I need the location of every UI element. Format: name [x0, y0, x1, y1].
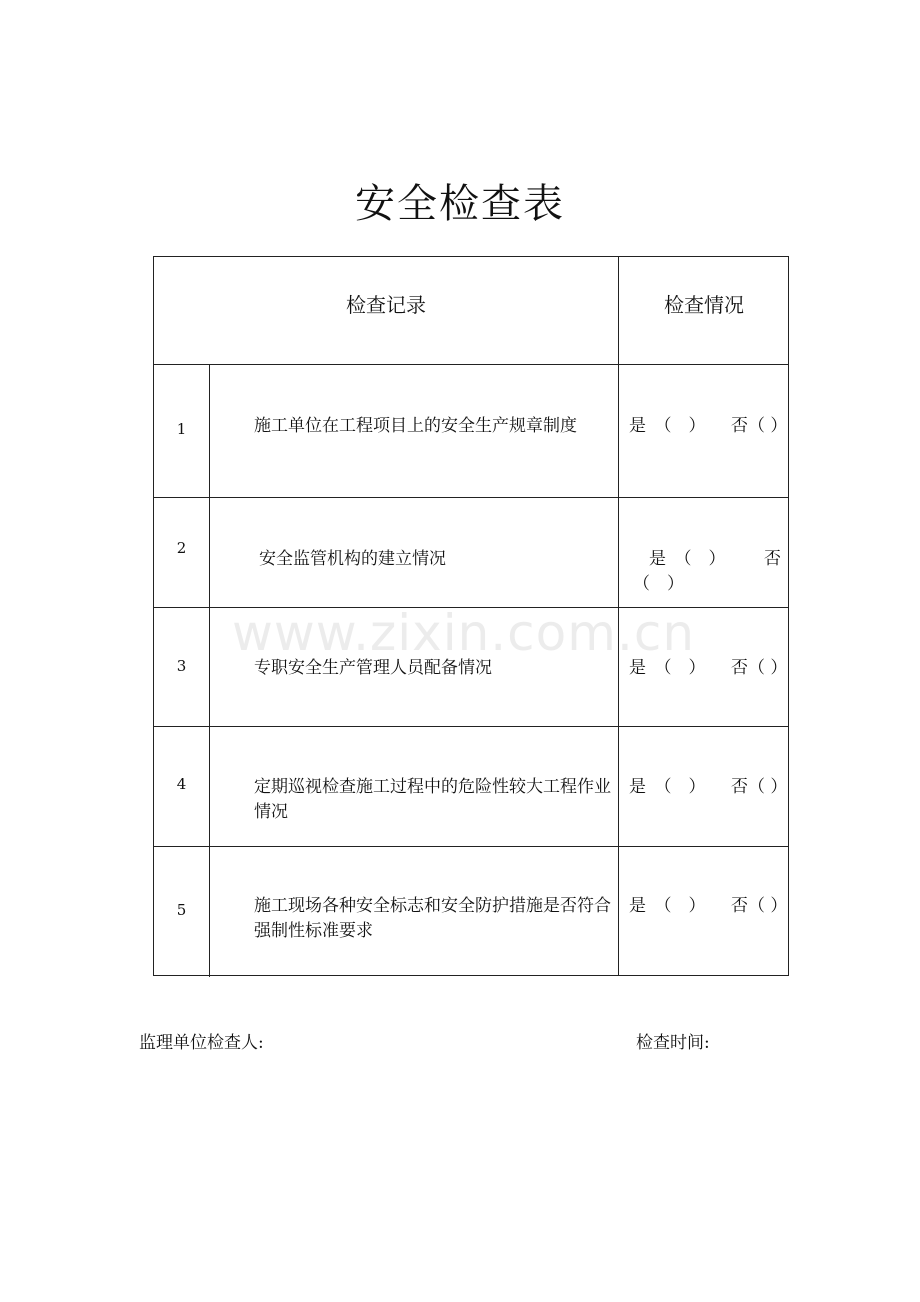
row-number: 2 [176, 539, 187, 557]
footer-inspector-label: 监理单位检查人: [139, 1033, 264, 1053]
no-option: 否（ ） [731, 658, 788, 678]
row-item: 定期巡视检查施工过程中的危险性较大工程作业情况 [254, 777, 611, 822]
row-divider [154, 497, 788, 498]
yes-option: 是 （ ） [629, 896, 706, 916]
yes-option: 是 （ ） [629, 777, 706, 797]
no-option-paren: （ ） [633, 574, 684, 594]
column-divider-number [209, 365, 210, 977]
yes-option: 是 （ ） [629, 416, 706, 436]
row-status [629, 547, 785, 597]
row-item: 施工现场各种安全标志和安全防护措施是否符合强制性标准要求 [254, 896, 611, 941]
yes-option: 是 （ ） [629, 658, 706, 678]
row-number: 3 [176, 657, 187, 675]
watermark: www.zixin.com.cn [232, 604, 696, 662]
no-option: 否（ ） [731, 777, 788, 797]
no-option: 否 [764, 549, 781, 569]
row-number: 5 [176, 901, 187, 919]
no-option: 否（ ） [731, 416, 788, 436]
row-status [629, 775, 788, 800]
yes-option: 是 （ ） [649, 549, 726, 569]
footer-time-label: 检查时间: [636, 1033, 710, 1053]
row-divider [154, 726, 788, 727]
row-item: 施工单位在工程项目上的安全生产规章制度 [254, 416, 577, 436]
row-number: 1 [176, 420, 187, 438]
no-option: 否（ ） [731, 896, 788, 916]
row-divider [154, 364, 788, 365]
row-status [629, 414, 788, 439]
header-status: 检查情况 [664, 293, 744, 317]
row-item: 专职安全生产管理人员配备情况 [254, 658, 492, 678]
row-divider [154, 846, 788, 847]
header-record: 检查记录 [346, 293, 426, 317]
row-item: 安全监管机构的建立情况 [259, 549, 446, 569]
row-status [629, 894, 788, 919]
page-title: 安全检查表 [355, 181, 565, 227]
row-number: 4 [176, 775, 187, 793]
